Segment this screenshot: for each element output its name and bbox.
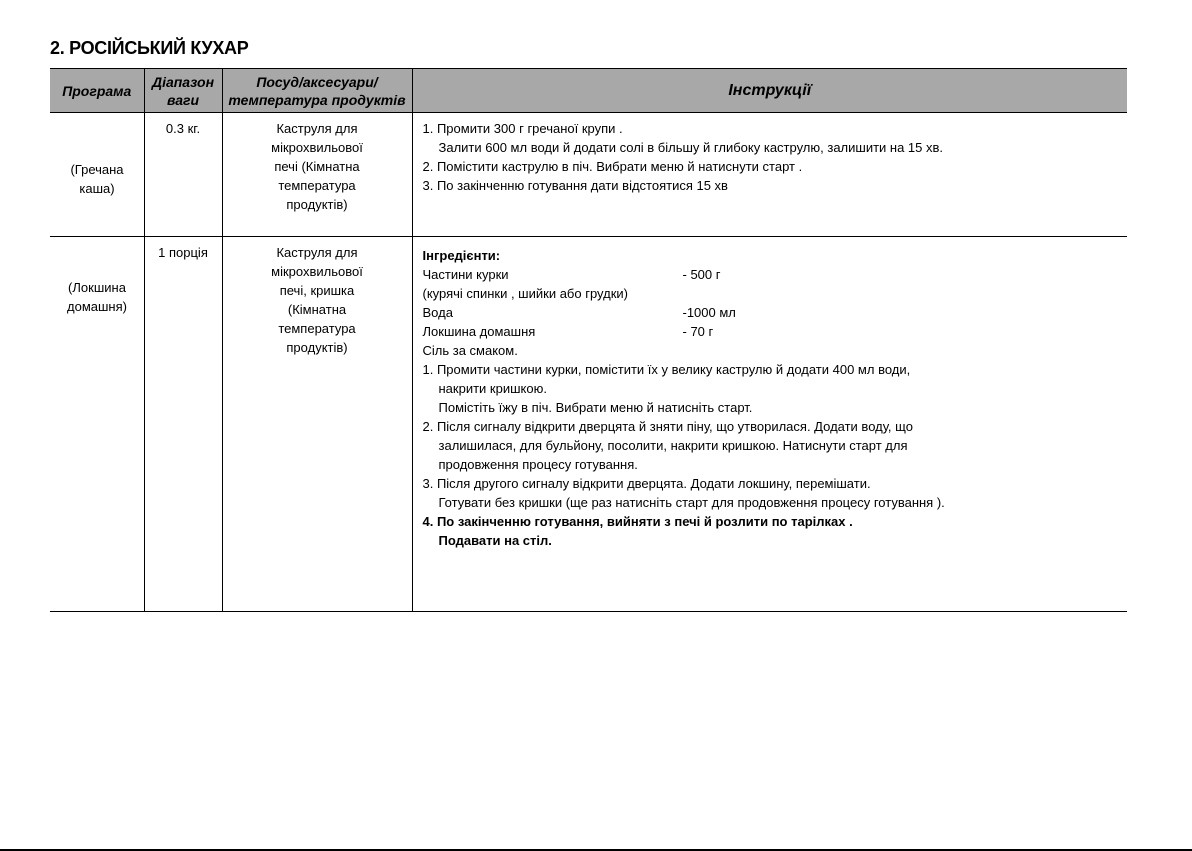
instruction-line: 2. Після сигналу відкрити дверцята й зняти піну, що утворилася. Додати воду, що bbox=[422, 419, 913, 434]
program-cell bbox=[50, 237, 144, 612]
instruction-line: 1. Промити 300 г гречаної крупи . bbox=[422, 121, 623, 136]
recipe-table bbox=[50, 68, 1127, 612]
header-weight: Діапазон ваги bbox=[144, 69, 222, 113]
instruction-line: 3. Після другого сигналу відкрити дверцята. Додати локшину, перемішати. bbox=[422, 476, 871, 491]
instruction-line: Помістіть їжу в піч. Вибрати меню й натисніть старт. bbox=[438, 400, 753, 415]
instruction-line: залишилася, для бульйону, посолити, накрити кришкою. Натиснути старт для bbox=[438, 438, 908, 453]
weight-cell: 0.3 кг. bbox=[144, 113, 222, 237]
instruction-line: 3. По закінченню готування дати відстоятися 15 хв bbox=[422, 178, 728, 193]
instructions-cell bbox=[412, 237, 1127, 612]
ingredient-name: Вода bbox=[422, 305, 453, 320]
program-name: (Гречана каша) bbox=[70, 162, 124, 196]
table-row bbox=[50, 237, 1127, 612]
ingredient-name: Частини курки bbox=[422, 267, 509, 282]
ingredients-title: Інгредієнти: bbox=[422, 248, 501, 263]
instruction-line: продовження процесу готування. bbox=[438, 457, 638, 472]
salt-note: Сіль за смаком. bbox=[422, 343, 518, 358]
ingredient-item bbox=[423, 322, 1124, 341]
ingredient-item bbox=[423, 284, 1124, 303]
instruction-line: 2. Помістити каструлю в піч. Вибрати меню й натиснути старт . bbox=[422, 159, 803, 174]
header-program: Програма bbox=[50, 69, 144, 113]
ingredient-name: (курячі спинки , шийки або грудки) bbox=[422, 286, 628, 301]
ingredient-name: Локшина домашня bbox=[422, 324, 536, 339]
header-vessel: Посуд/аксесуари/ температура продуктів bbox=[222, 69, 412, 113]
instruction-line: 4. По закінченню готування, вийняти з печі й розлити по тарілках . bbox=[422, 514, 853, 529]
weight-cell: 1 порція bbox=[144, 237, 222, 612]
instruction-line: Готувати без кришки (ще раз натисніть старт для продовження процесу готування ). bbox=[438, 495, 945, 510]
instruction-line: накрити кришкою. bbox=[438, 381, 547, 396]
ingredient-item bbox=[423, 265, 1124, 284]
header-instructions: Інструкції bbox=[412, 69, 1127, 113]
instruction-line: Подавати на стіл. bbox=[438, 533, 552, 548]
instruction-line: Залити 600 мл води й додати солі в більшу й глибоку каструлю, залишити на 15 хв. bbox=[438, 140, 944, 155]
table-header-row bbox=[50, 69, 1127, 113]
ingredient-amount: -1000 мл bbox=[682, 305, 736, 320]
table-row bbox=[50, 113, 1127, 237]
page-title: 2. РОСІЙСЬКИЙ КУХАР bbox=[50, 38, 249, 58]
ingredient-item bbox=[423, 303, 1124, 322]
vessel-text: Каструля для мікрохвильової печі, кришка (Кімнатна температура продуктів) bbox=[271, 245, 363, 355]
program-cell bbox=[50, 113, 144, 237]
vessel-text: Каструля для мікрохвильової печі (Кімнатна температура продуктів) bbox=[271, 121, 363, 212]
vessel-cell bbox=[222, 113, 412, 237]
vessel-cell bbox=[222, 237, 412, 612]
program-name: (Локшина домашня) bbox=[67, 280, 127, 314]
ingredient-amount: - 70 г bbox=[682, 324, 714, 339]
instructions-cell bbox=[412, 113, 1127, 237]
ingredient-amount: - 500 г bbox=[682, 267, 721, 282]
instruction-line: 1. Промити частини курки, помістити їх у велику каструлю й додати 400 мл води, bbox=[422, 362, 911, 377]
